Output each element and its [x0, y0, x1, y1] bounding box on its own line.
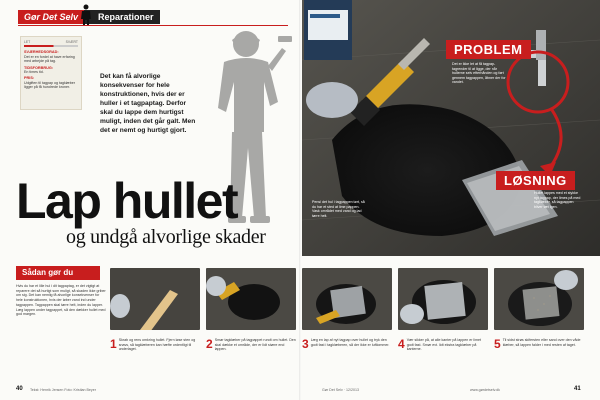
step-4: [398, 268, 488, 352]
difficulty-heading: SVÆRHEDSGRAD:: [24, 50, 59, 55]
difficulty-bar: [24, 45, 78, 47]
howto-heading: Sådan gør du: [16, 266, 100, 280]
step-3: [302, 268, 392, 350]
brand-label: Gør Det Selv: [18, 10, 84, 24]
howto-body: Hvis du har et lille hul i dit tagpaptag, er det vigtigt at reparere det så hurtigt som muligt, så skaden ikke griber om sig. Det kan nemlig få alvorlige konsekvenser for hele konstruktionen, hvis der løber vand ind under tagpappen. Tagpappen skal tørre helt, inden du lapper. Læg lappen under tagpappet, så den dækker hullet med god margen.: [16, 284, 106, 317]
article-title: Lap hullet: [16, 173, 238, 229]
step-1-text: Skrab og rens omkring hullet. Fjern løse sten og snavs, så tagklæberen kan hæfte ordentligt til underlaget.: [118, 338, 196, 352]
difficulty-scale: [24, 40, 78, 44]
section-label: Reparationer: [84, 10, 160, 24]
price-text: Udgiften til tagpap og tagklæber ligger på få hundrede kroner.: [24, 80, 75, 90]
problem-label: PROBLEM: [446, 40, 531, 59]
step-5-photo: [494, 268, 584, 330]
difficulty-text: Det er en fordel at have erfaring med arbejde på tag.: [24, 54, 75, 64]
step-3-text: Læg en lap af nyt tagpap over hullet og tryk den godt fast i tagklæberen, så der ikke er luftlommer.: [310, 338, 390, 347]
scale-label-hard: SVÆRT: [65, 40, 78, 44]
step-1: [110, 268, 200, 352]
step-4-number: 4: [398, 337, 405, 351]
mid-footer-text: Gør Det Selv · 12/2013: [322, 388, 359, 392]
step-2: [206, 268, 296, 352]
fact-box: [20, 36, 82, 110]
step-2-text: Smør tagklæber på tagpappet rundt om hullet. Den skal dække et område, der er lidt større end lappen.: [214, 338, 296, 352]
step-3-photo: [302, 268, 392, 330]
step-1-photo: [110, 268, 200, 330]
worker-icon: [80, 4, 92, 26]
solution-label: LØSNING: [496, 171, 575, 190]
step-3-number: 3: [302, 337, 309, 351]
step-5-number: 5: [494, 337, 501, 351]
right-footer-text: www.gørdetselv.dk: [470, 388, 500, 392]
intro-paragraph: Det kan få alvorlige konsekvenser for hele konstruktionen, hvis der er huller i et tagpaptag. Derfor skal du lappe dem hurtigst muligt, inden det går galt. Men det er nemt og hurtigt gjort.: [100, 73, 196, 134]
step-4-photo: [398, 268, 488, 330]
step-1-number: 1: [110, 337, 117, 351]
step-2-photo: [206, 268, 296, 330]
left-footer-text: Tekst: Henrik Jensen Foto: Kristian Beyer: [30, 388, 96, 392]
left-page-number: 40: [16, 386, 23, 392]
scale-label-easy: LET: [24, 40, 31, 44]
page-gutter: [299, 0, 301, 400]
photo-caption: Pensl det hul i tagpappen tørt, så du har et sted at lime pappen. Vask området med vand og lad tørre helt.: [312, 200, 365, 218]
time-heading: TIDSFORBRUG:: [24, 65, 54, 70]
step-5: [494, 268, 584, 350]
right-page-number: 41: [574, 386, 581, 392]
step-4-text: Vær sikker på, at alle kanter på lappen er limet godt fast. Smør evt. lidt ekstra tagklæber på kanterne.: [406, 338, 481, 352]
problem-text: Det er ikke let at få tagpap-tagrender til at ligge, der når hullerne selv efterhånden og ført gennem tagpappen, åbner der for vandet.: [452, 62, 506, 85]
price-heading: PRIS:: [24, 76, 35, 81]
step-5-text: Til sidst strøs skifersten eller sand over den våde klæber, så lappen falder i med resten af taget.: [502, 338, 581, 347]
solution-text: Hullet lappes med et stykke nyt tagpap, der limes på med tagklæber, så tagpappen bliver tæt igen.: [534, 191, 581, 209]
step-gallery: [110, 268, 590, 380]
article-subtitle: og undgå alvorlige skader: [66, 226, 266, 248]
step-2-number: 2: [206, 337, 213, 351]
time-text: En times tid.: [24, 70, 44, 75]
